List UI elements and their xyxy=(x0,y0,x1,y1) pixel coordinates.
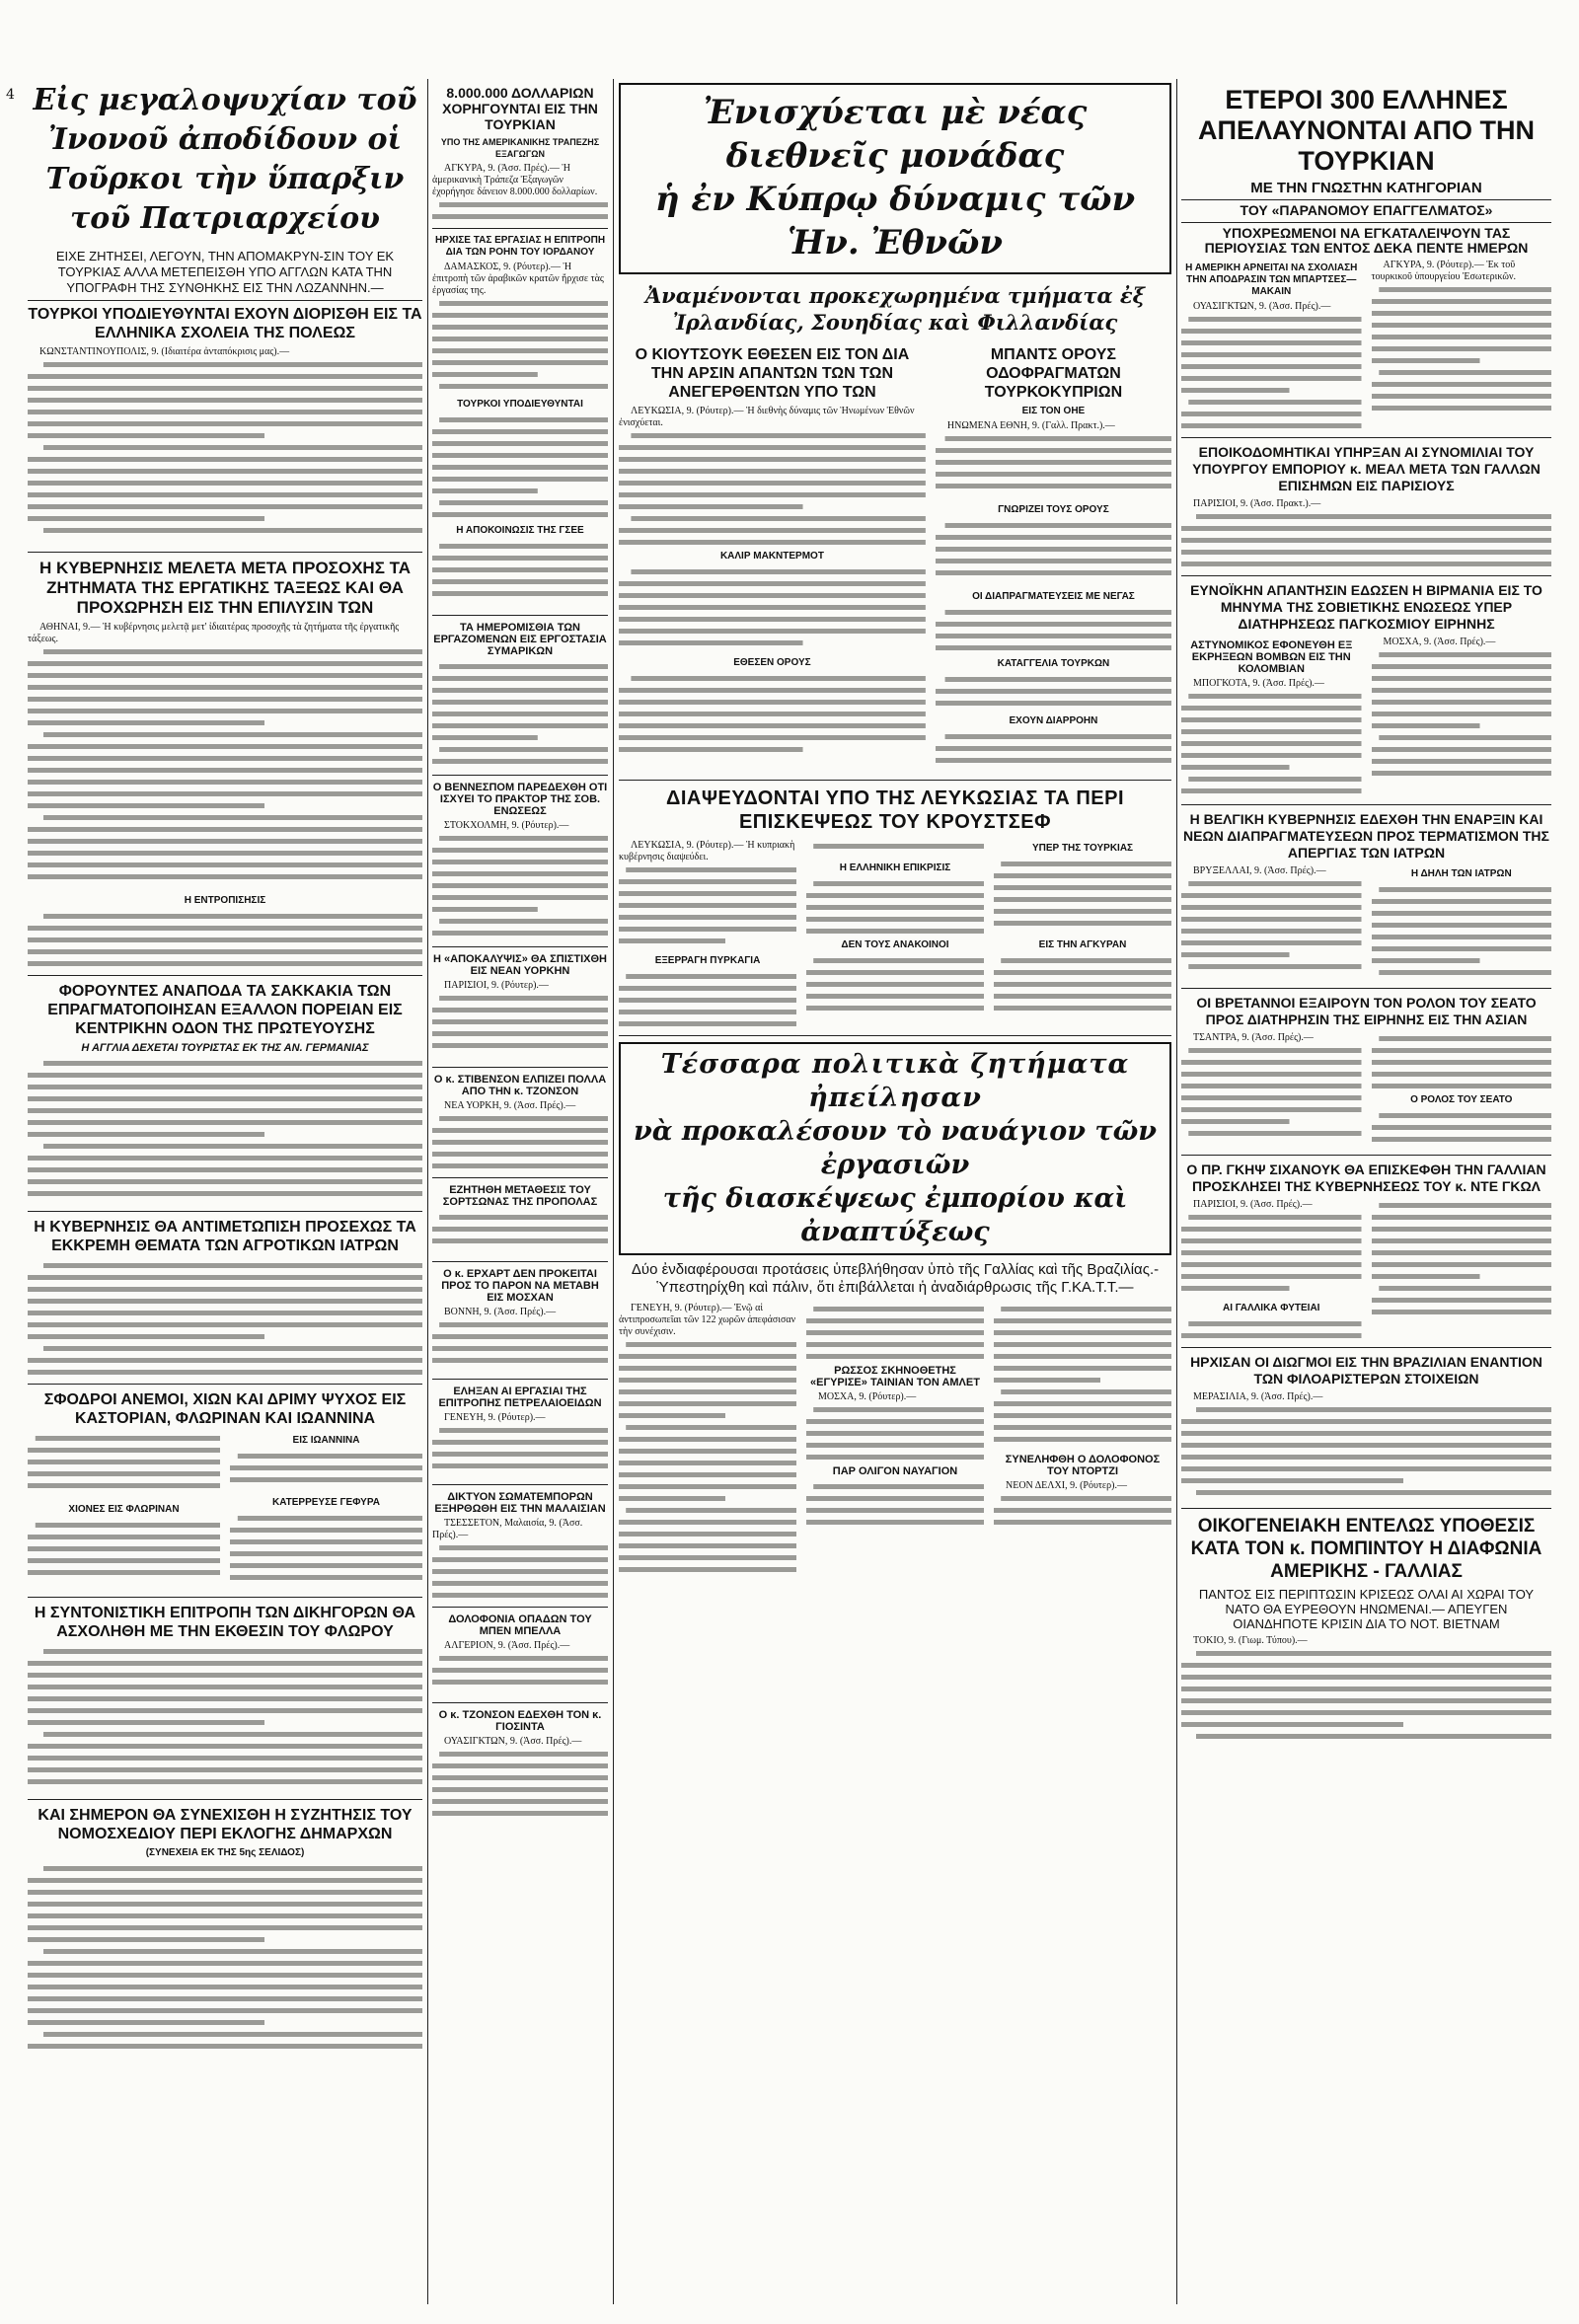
column-rule xyxy=(1176,79,1177,2304)
story-headline: Η ΚΥΒΕΡΝΗΣΙΣ ΜΕΛΕΤΑ ΜΕΤΑ ΠΡΟΣΟΧΗΣ ΤΑ ΖΗΤΗΜΑΤΑ ΤΗΣ ΕΡΓΑΤΙΚΗΣ ΤΑΞΕΩΣ ΚΑΙ ΘΑ ΠΡΟΧΩΡΗΣΗ ΕΙΣ ΤΗΝ ΕΠΙΛΥΣΙΝ ΤΩΝ xyxy=(38,559,412,617)
story-headline: ΦΟΡΟΥΝΤΕΣ ΑΝΑΠΟΔΑ ΤΑ ΣΑΚΚΑΚΙΑ ΤΩΝ ΕΠΡΑΓΜΑΤΟΠΟΙΗΣΑΝ ΕΞΑΛΛΟΝ ΠΟΡΕΙΑΝ ΕΙΣ ΚΕΝΤΡΙΚΗΝ ΟΔΟΝ ΤΗΣ ΠΡΩΤΕΥΟΥΣΗΣ xyxy=(47,983,403,1037)
story-headline: Ο κ. ΕΡΧΑΡΤ ΔΕΝ ΠΡΟΚΕΙΤΑΙ ΠΡΟΣ ΤΟ ΠΑΡΟΝ ΝΑ ΜΕΤΑΒΗ ΕΙΣ ΜΟΣΧΑΝ xyxy=(441,1268,599,1304)
article-body xyxy=(432,1112,608,1171)
column-rule xyxy=(613,79,614,2304)
story-subhead: ΥΠΟ ΤΗΣ ΑΜΕΡΙΚΑΝΙΚΗΣ ΤΡΑΠΕΖΗΣ ΕΞΑΓΩΓΩΝ xyxy=(440,137,600,159)
subsection-head: Ο ΡΟΛΟΣ ΤΟΥ ΣΕΑΤΟ xyxy=(1410,1094,1513,1105)
continuation-note: (ΣΥΝΕΧΕΙΑ ΕΚ ΤΗΣ 5ης ΣΕΛΙΔΟΣ) xyxy=(145,1847,305,1858)
story-headline: ΠΑΡ ΟΛΙΓΟΝ ΝΑΥΑΓΙΟΝ xyxy=(832,1465,958,1477)
dateline: ΝΕΑ ΥΟΡΚΗ, 9. (Ἀσσ. Πρές).— xyxy=(444,1100,576,1111)
dateline: ΤΟΚΙΟ, 9. (Γιωμ. Τύπου).— xyxy=(1193,1635,1308,1646)
story-headline: 8.000.000 ΔΟΛΛΑΡΙΩΝ ΧΟΡΗΓΟΥΝΤΑΙ ΕΙΣ ΤΗΝ ΤΟΥΡΚΙΑΝ xyxy=(442,85,598,132)
story-headline: Η ΚΥΒΕΡΝΗΣΙΣ ΘΑ ΑΝΤΙΜΕΤΩΠΙΣΗ ΠΡΟΣΕΧΩΣ ΤΑ ΕΚΚΡΕΜΗ ΘΕΜΑΤΑ ΤΩΝ ΑΓΡΟΤΙΚΩΝ ΙΑΤΡΩΝ xyxy=(34,1219,416,1254)
article-body xyxy=(432,660,608,769)
subsection-head: ΓΝΩΡΙΖΕΙ ΤΟΥΣ ΟΡΟΥΣ xyxy=(998,504,1109,515)
story-headline: Ο ΚΙΟΥΤΣΟΥΚ ΕΘΕΣΕΝ ΕΙΣ ΤΟΝ ΔΙΑ ΤΗΝ ΑΡΣΙΝ ΑΠΑΝΤΩΝ ΤΩΝ ΤΩΝ ΑΝΕΓΕΡΘΕΝΤΩΝ ΥΠΟ ΤΩΝ xyxy=(635,346,910,401)
dateline: ΜΕΡΑΣΙΛΙΑ, 9. (Ἀσσ. Πρές).— xyxy=(1193,1391,1323,1402)
dateline: ΠΑΡΙΣΙΟΙ, 9. (Ἀσσ. Πρακτ.).— xyxy=(1193,498,1321,509)
story-headline: ΔΟΛΟΦΟΝΙΑ ΟΠΑΔΩΝ ΤΟΥ ΜΠΕΝ ΜΠΕΛΛΑ xyxy=(448,1613,592,1637)
column-rule xyxy=(427,79,428,2304)
article-body xyxy=(28,1432,220,1501)
right-column xyxy=(1181,0,1551,2324)
dateline: ΒΡΥΞΕΛΛΑΙ, 9. (Ἀσσ. Πρές).— xyxy=(1193,865,1326,876)
article-body xyxy=(432,1211,608,1255)
margin-mark: 4 xyxy=(6,87,15,103)
subsection-head: Η ΑΠΟΚΟΙΝΩΣΙΣ ΤΗΣ ΓΣΕΕ xyxy=(456,525,584,536)
subsection-head: ΟΙ ΔΙΑΠΡΑΓΜΑΤΕΥΣΕΙΣ ΜΕ ΝΕΓΑΣ xyxy=(972,591,1135,602)
dateline: ΟΥΑΣΙΓΚΤΩΝ, 9. (Ἀσσ. Πρές).— xyxy=(1193,301,1331,312)
article-body xyxy=(432,540,608,609)
second-column xyxy=(432,0,608,2324)
dateline: ΝΕΟΝ ΔΕΛΧΙ, 9. (Ρόυτερ).— xyxy=(1006,1480,1127,1491)
story-headline: ΑΣΤΥΝΟΜΙΚΟΣ ΕΦΟΝΕΥΘΗ ΕΞ ΕΚΡΗΞΕΩΝ ΒΟΜΒΩΝ ΕΙΣ ΤΗΝ ΚΟΛΟΜΒΙΑΝ xyxy=(1190,639,1353,675)
article-body xyxy=(936,432,1171,501)
article-body xyxy=(1181,877,1362,976)
subsection-head: ΕΘΕΣΕΝ ΟΡΟΥΣ xyxy=(733,657,811,668)
story-headline: Η ΣΥΝΤΟΝΙΣΤΙΚΗ ΕΠΙΤΡΟΠΗ ΤΩΝ ΔΙΚΗΓΟΡΩΝ ΘΑ ΑΣΧΟΛΗΘΗ ΜΕ ΤΗΝ ΕΚΘΕΣΙΝ ΤΟΥ ΦΛΩΡΟΥ xyxy=(34,1605,416,1640)
center-section xyxy=(619,0,1171,2324)
lower-banner: τῆς διασκέψεως ἐμπορίου καὶ ἀναπτύξεως xyxy=(662,1183,1128,1247)
dateline: ΤΣΕΣΣΕΤΟΝ, Μαλαισία, 9. (Ἀσσ. Πρές).— xyxy=(432,1518,583,1540)
article-body xyxy=(1181,1403,1551,1502)
story-headline: ΚΑΙ ΣΗΜΕΡΟΝ ΘΑ ΣΥΝΕΧΙΣΘΗ Η ΣΥΖΗΤΗΣΙΣ ΤΟΥ ΝΟΜΟΣΧΕΔΙΟΥ ΠΕΡΙ ΕΚΛΟΓΗΣ ΔΗΜΑΡΧΩΝ xyxy=(38,1807,413,1842)
dateline: ΜΟΣΧΑ, 9. (Ἀσσ. Πρές).— xyxy=(1383,637,1496,647)
article-body xyxy=(432,1652,608,1696)
lower-banner: Τέσσαρα πολιτικὰ ζητήματα ἠπείλησαν xyxy=(660,1049,1130,1113)
article-body xyxy=(1372,1109,1552,1149)
article-body xyxy=(1372,1032,1552,1091)
article-body xyxy=(230,1450,422,1494)
story-headline: ΣΦΟΔΡΟΙ ΑΝΕΜΟΙ, ΧΙΩΝ ΚΑΙ ΔΡΙΜΥ ΨΥΧΟΣ ΕΙΣ ΚΑΣΤΟΡΙΑΝ, ΦΛΩΡΙΝΑΝ ΚΑΙ ΙΩΑΝΝΙΝΑ xyxy=(43,1391,407,1427)
subsection-head: ΑΙ ΓΑΛΛΙΚΑ ΦΥΤΕΙΑΙ xyxy=(1223,1303,1320,1313)
story-headline: ΕΖΗΤΗΘΗ ΜΕΤΑΘΕΣΙΣ ΤΟΥ ΣΟΡΤΣΩΝΑΣ ΤΗΣ ΠΡΟΠΟΛΑΣ xyxy=(442,1184,598,1208)
right-lead-headline: ΕΤΕΡΟΙ 300 ΕΛΛΗΝΕΣ ΑΠΕΛΑΥΝΟΝΤΑΙ ΑΠΟ ΤΗΝ ΤΟΥΡΚΙΑΝ xyxy=(1197,85,1536,176)
story-headline: Η «ΑΠΟΚΑΛΥΨΙΣ» ΘΑ ΣΠΙΣΤΙΧΘΗ ΕΙΣ ΝΕΑΝ ΥΟΡΚΗΝ xyxy=(433,953,607,977)
lead-headline: Εἰς μεγαλοψυχίαν τοῦ Ἰνονοῦ ἀποδίδουν οἱ Τοῦρκοι τὴν ὕπαρξιν τοῦ Πατριαρχείου xyxy=(33,83,417,236)
story-headline: Ο ΠΡ. ΓΚΗΨ ΣΙΧΑΝΟΥΚ ΘΑ ΕΠΙΣΚΕΦΘΗ ΤΗΝ ΓΑΛΛΙΑΝ ΠΡΟΣΚΛΗΣΕΙ ΤΗΣ ΚΥΒΕΡΝΗΣΕΩΣ ΤΟΥ κ. ΝΤΕ ΓΚΩΛ xyxy=(1186,1162,1546,1194)
right-lead-subhead: ΤΟΥ «ΠΑΡΑΝΟΜΟΥ ΕΠΑΓΓΕΛΜΑΤΟΣ» xyxy=(1181,199,1551,218)
article-body xyxy=(1372,883,1552,982)
article-body xyxy=(28,1519,220,1588)
article-body xyxy=(1181,510,1551,569)
article-body xyxy=(619,565,926,654)
article-body xyxy=(1372,1199,1552,1327)
lead-subhead: ΕΙΧΕ ΖΗΤΗΣΕΙ, ΛΕΓΟΥΝ, ΤΗΝ ΑΠΟΜΑΚΡΥΝ-ΣΙΝ ΤΟΥ ΕΚ ΤΟΥΡΚΙΑΣ ΑΛΛΑ ΜΕΤΕΠΕΙΣΘΗ ΥΠΟ ΑΓΓΛΩΝ ΚΑΤΑ ΤΗΝ ΥΠΟΓΡΑΦΗ ΤΗΣ ΣΥΝΘΗΚΗΣ ΕΙΣ ΤΗΝ ΛΩΖΑΝΝΗΝ.— xyxy=(55,249,395,295)
story-headline: ΗΡΧΙΣΑΝ ΟΙ ΔΙΩΓΜΟΙ ΕΙΣ ΤΗΝ ΒΡΑΖΙΛΙΑΝ ΕΝΑΝΤΙΟΝ ΤΩΝ ΦΙΛΟΑΡΙΣΤΕΡΩΝ ΣΤΟΙΧΕΙΩΝ xyxy=(1190,1354,1542,1387)
article-body xyxy=(230,1512,422,1591)
subsection-head: ΥΠΕΡ ΤΗΣ ΤΟΥΡΚΙΑΣ xyxy=(1031,843,1134,854)
lower-subhead: Δύο ἐνδιαφέρουσαι προτάσεις ὑπεβλήθησαν ὑπὸ τῆς Γαλλίας καὶ τῆς Βραζιλίας.- Ὑπεστηρίχθη καὶ πάλιν, ὅτι ἐπιβάλλεται ἡ ἀναδιάρθρωσις τῆς Γ.ΚΑ.Τ.Τ.— xyxy=(631,1261,1160,1296)
story-headline: ΕΛΗΞΑΝ ΑΙ ΕΡΓΑΣΙΑΙ ΤΗΣ ΕΠΙΤΡΟΠΗΣ ΠΕΤΡΕΛΑΙΟΕΙΔΩΝ xyxy=(438,1386,602,1409)
story-headline: ΣΥΝΕΛΗΦΘΗ Ο ΔΟΛΟΦΟΝΟΣ ΤΟΥ ΝΤΟΡΤΖΙ xyxy=(1005,1454,1161,1477)
story-headline: ΤΑ ΗΜΕΡΟΜΙΣΘΙΑ ΤΩΝ ΕΡΓΑΖΟΜΕΝΩΝ ΕΙΣ ΕΡΓΟΣΤΑΣΙΑ ΣΥΜΑΡΙΚΩΝ xyxy=(433,622,607,657)
article-body xyxy=(936,519,1171,588)
story-headline: Ο κ. ΣΤΙΒΕΝΣΟΝ ΕΛΠΙΖΕΙ ΠΟΛΛΑ ΑΠΟ ΤΗΝ κ. ΤΖΟΝΣΟΝ xyxy=(433,1074,607,1097)
left-column xyxy=(28,0,422,2324)
dateline: ΤΣΑΝΤΡΑ, 9. (Ἀσσ. Πρές).— xyxy=(1193,1032,1314,1043)
story-headline: ΕΥΝΟΪΚΗΝ ΑΠΑΝΤΗΣΙΝ ΕΔΩΣΕΝ Η ΒΙΡΜΑΝΙΑ ΕΙΣ ΤΟ ΜΗΝΥΜΑ ΤΗΣ ΣΟΒΙΕΤΙΚΗΣ ΕΝΩΣΕΩΣ ΥΠΕΡ ΔΙΑΤΗΡΗΣΕΩΣ ΠΑΓΚΟΣΜΙΟΥ ΕΙΡΗΝΗΣ xyxy=(1190,582,1542,632)
article-body xyxy=(28,645,422,892)
mid-headline: ΔΙΑΨΕΥΔΟΝΤΑΙ ΥΠΟ ΤΗΣ ΛΕΥΚΩΣΙΑΣ ΤΑ ΠΕΡΙ ΕΠΙΣΚΕΨΕΩΣ ΤΟΥ ΚΡΟΥΣΤΣΕΦ xyxy=(665,787,1125,833)
dateline: ΔΑΜΑΣΚΟΣ, 9. (Ρόυτερ).— Ἡ ἐπιτροπὴ τῶν ἀραβικῶν κρατῶν ἤρχισε τὰς ἐργασίας της. xyxy=(432,262,604,296)
subsection-head: Η ΕΛΛΗΝΙΚΗ ΕΠΙΚΡΙΣΙΣ xyxy=(839,862,951,873)
story-headline: ΡΩΣΣΟΣ ΣΚΗΝΟΘΕΤΗΣ «ΕΓΥΡΙΣΕ» ΤΑΙΝΙΑΝ ΤΟΝ ΑΜΛΕΤ xyxy=(810,1365,980,1388)
article-body xyxy=(619,429,926,548)
subsection-head: ΕΙΣ ΤΗΝ ΑΓΚΥΡΑΝ xyxy=(1038,939,1127,950)
right-lead-subhead: ΜΕ ΤΗΝ ΓΝΩΣΤΗΝ ΚΑΤΗΓΟΡΙΑΝ xyxy=(1250,180,1482,196)
article-body xyxy=(432,1424,608,1478)
article-body xyxy=(936,730,1171,770)
article-body xyxy=(432,1318,608,1373)
article-body xyxy=(1181,1044,1362,1143)
article-body xyxy=(619,672,926,761)
article-body xyxy=(619,863,796,952)
article-body xyxy=(994,954,1171,1013)
subsection-head: Η ΕΝΤΡΟΠΙΣΗΣΙΣ xyxy=(184,895,266,906)
article-body xyxy=(1181,1647,1551,1746)
article-body xyxy=(806,1480,984,1530)
article-body xyxy=(432,198,608,222)
article-body xyxy=(28,1259,422,1378)
article-body xyxy=(1181,690,1362,798)
story-headline: Ο κ. ΤΖΟΝΣΟΝ ΕΔΕΧΘΗ ΤΟΝ κ. ΓΙΟΣΙΝΤΑ xyxy=(438,1709,602,1733)
article-body xyxy=(1372,283,1552,421)
subsection-head: ΧΙΟΝΕΣ ΕΙΣ ΦΛΩΡΙΝΑΝ xyxy=(68,1504,180,1515)
article-body xyxy=(806,1303,984,1362)
subsection-head: Η ΔΗΛΗ ΤΩΝ ΙΑΤΡΩΝ xyxy=(1410,868,1512,879)
article-body xyxy=(806,1403,984,1462)
article-body xyxy=(28,1645,422,1793)
dateline: ΒΟΝΝΗ, 9. (Ἀσσ. Πρές).— xyxy=(444,1307,557,1317)
story-headline: ΜΠΑΝΤΣ ΟΡΟΥΣ ΟΔΟΦΡΑΓΜΑΤΩΝ ΤΟΥΡΚΟΚΥΠΡΙΩΝ xyxy=(984,346,1123,401)
story-headline: ΗΡΧΙΣΕ ΤΑΣ ΕΡΓΑΣΙΑΣ Η ΕΠΙΤΡΟΠΗ ΔΙΑ ΤΩΝ ΡΟΗΝ ΤΟΥ ΙΟΡΔΑΝΟΥ xyxy=(434,235,606,258)
article-body xyxy=(619,970,796,1029)
banner-subhead: Ἀναμένονται προκεχωρημένα τμήματα ἐξ Ἰρλανδίας, Σουηδίας καὶ Φιλλανδίας xyxy=(644,283,1146,335)
subsection-head: Η ΑΜΕΡΙΚΗ ΑΡΝΕΙΤΑΙ ΝΑ ΣΧΟΛΙΑΣΗ ΤΗΝ ΑΠΟΔΡΑΣΙΝ ΤΩΝ ΜΠΑΡΤΣΕΣ—ΜΑΚΑΙΝ xyxy=(1185,262,1358,297)
second-subhead: ΤΟΥΡΚΟΙ ΥΠΟΔΙΕΥΘΥΝΤΑΙ ΕΧΟΥΝ ΔΙΟΡΙΣΘΗ ΕΙΣ ΤΑ ΕΛΛΗΝΙΚΑ ΣΧΟΛΕΙΑ ΤΗΣ ΠΟΛΕΩΣ xyxy=(28,300,422,342)
article-body xyxy=(1181,313,1362,431)
article-body xyxy=(1181,1317,1362,1341)
story-headline: ΟΙ ΒΡΕΤΑΝΝΟΙ ΕΞΑΙΡΟΥΝ ΤΟΝ ΡΟΛΟΝ ΤΟΥ ΣΕΑΤΟ ΠΡΟΣ ΔΙΑΤΗΡΗΣΙΝ ΤΗΣ ΕΙΡΗΝΗΣ ΕΙΣ ΤΗΝ ΑΣΙΑΝ xyxy=(1196,995,1537,1027)
article-body xyxy=(994,858,1171,937)
article-body xyxy=(936,606,1171,655)
article-body xyxy=(994,1303,1171,1451)
story-headline: Ο ΒΕΝΝΕΣΠΟΜ ΠΑΡΕΔΕΧΘΗ ΟΤΙ ΙΣΧΥΕΙ ΤΟ ΠΡΑΚΤΟΡ ΤΗΣ ΣΟΒ. ΕΝΩΣΕΩΣ xyxy=(432,782,608,817)
lower-banner: νὰ προκαλέσουν τὸ ναυάγιον τῶν ἐργασιῶν xyxy=(633,1116,1158,1180)
article-body xyxy=(432,1541,608,1601)
subsection-head: ΕΧΟΥΝ ΔΙΑΡΡΟΗΝ xyxy=(1009,715,1098,726)
article-body xyxy=(806,954,984,1013)
dateline: ΑΛΓΕΡΙΟΝ, 9. (Ἀσσ. Πρές).— xyxy=(444,1640,570,1651)
subsection-head: ΚΑΤΑΓΓΕΛΙΑ ΤΟΥΡΚΩΝ xyxy=(997,658,1110,669)
article-body xyxy=(432,1748,608,1827)
dateline: ΠΑΡΙΣΙΟΙ, 9. (Ρόυτερ).— xyxy=(444,980,549,991)
article-body xyxy=(28,1862,422,2060)
story-subhead: ΠΑΝΤΟΣ ΕΙΣ ΠΕΡΙΠΤΩΣΙΝ ΚΡΙΣΕΩΣ ΟΛΑΙ ΑΙ ΧΩΡΑΙ ΤΟΥ ΝΑΤΟ ΘΑ ΕΥΡΕΘΟΥΝ ΗΝΩΜΕΝΑΙ.— ΑΠΕΥΓΕΝ ΟΙΑΝΔΗΠΟΤΕ ΚΡΙΣΙΝ ΔΙΑ ΤΟ ΝΟΤ. ΒΙΕΤΝΑΜ xyxy=(1198,1587,1535,1631)
dateline: ΜΠΟΓΚΟΤΑ, 9. (Ἀσσ. Πρές).— xyxy=(1193,678,1324,689)
article-body xyxy=(936,673,1171,712)
subsection-head: ΔΕΝ ΤΟΥΣ ΑΝΑΚΟΙΝΟΙ xyxy=(841,939,949,950)
banner-headline: Ἐνισχύεται μὲ νέας διεθνεῖς μονάδας xyxy=(703,93,1088,176)
article-body xyxy=(1181,1211,1362,1300)
dateline: ΚΩΝΣΤΑΝΤΙΝΟΥΠΟΛΙΣ, 9. (Ιδιαιτέρα ἀνταπόκρισις μας).— xyxy=(39,346,290,357)
article-body xyxy=(806,877,984,937)
article-body xyxy=(432,832,608,940)
subsection-head: ΚΑΤΕΡΡΕΥΣΕ ΓΕΦΥΡΑ xyxy=(272,1497,380,1508)
story-headline: Η ΒΕΛΓΙΚΗ ΚΥΒΕΡΝΗΣΙΣ ΕΔΕΧΘΗ ΤΗΝ ΕΝΑΡΞΙΝ ΚΑΙ ΝΕΩΝ ΔΙΑΠΡΑΓΜΑΤΕΥΣΕΩΝ ΠΡΟΣ ΤΕΡΜΑΤΙΣΜΟΝ ΤΗΣ ΑΠΕΡΓΙΑΣ ΤΩΝ ΙΑΤΡΩΝ xyxy=(1183,811,1549,861)
dateline: ΓΕΝΕΥΗ, 9. (Ρόυτερ).— xyxy=(444,1412,546,1423)
story-headline: ΔΙΚΤΥΟΝ ΣΩΜΑΤΕΜΠΟΡΩΝ ΕΞΗΡΘΩΘΗ ΕΙΣ ΤΗΝ ΜΑΛΑΙΣΙΑΝ xyxy=(434,1491,606,1515)
subsection-head: ΕΙΣ ΙΩΑΝΝΙΝΑ xyxy=(292,1435,360,1446)
dateline: ΛΕΥΚΩΣΙΑ, 9. (Ρόυτερ).— Ἡ κυπριακὴ κυβέρνησις διαψεύδει. xyxy=(619,840,795,862)
banner-headline: ἡ ἐν Κύπρῳ δύναμις τῶν Ἡν. Ἐθνῶν xyxy=(654,180,1136,262)
article-body xyxy=(432,992,608,1061)
subsection-head: ΚΑΛΙΡ ΜΑΚΝΤΕΡΜΟΤ xyxy=(719,551,824,562)
story-subhead: Η ΑΓΓΛΙΑ ΔΕΧΕΤΑΙ ΤΟΥΡΙΣΤΑΣ ΕΚ ΤΗΣ ΑΝ. ΓΕΡΜΑΝΙΑΣ xyxy=(81,1042,369,1054)
article-body xyxy=(28,910,422,969)
dateline: ΑΘΗΝΑΙ, 9.— Ἡ κυβέρνησις μελετᾷ μετ' ἰδιαιτέρας προσοχῆς τὰ ζητήματα τῆς ἐργατικῆς τάξεως. xyxy=(28,622,400,644)
article-body xyxy=(432,297,608,396)
story-headline: ΕΠΟΙΚΟΔΟΜΗΤΙΚΑΙ ΥΠΗΡΞΑΝ ΑΙ ΣΥΝΟΜΙΛΙΑΙ ΤΟΥ ΥΠΟΥΡΓΟΥ ΕΜΠΟΡΙΟΥ κ. ΜΕΑΛ ΜΕΤΑ ΤΩΝ ΓΑΛΛΩΝ ΕΠΙΣΗΜΩΝ ΕΙΣ ΠΑΡΙΣΙΟΥΣ xyxy=(1192,444,1541,493)
article-body xyxy=(994,1492,1171,1532)
subsection-head: ΕΞΕΡΡΑΓΗ ΠΥΡΚΑΓΙΑ xyxy=(654,955,761,966)
dateline: ΜΟΣΧΑ, 9. (Ρόυτερ).— xyxy=(818,1391,917,1402)
dateline: ΗΝΩΜΕΝΑ ΕΘΝΗ, 9. (Γαλλ. Πρακτ.).— xyxy=(946,420,1115,431)
right-lead-subhead: ΥΠΟΧΡΕΩΜΕΝΟΙ ΝΑ ΕΓΚΑΤΑΛΕΙΨΟΥΝ ΤΑΣ ΠΕΡΙΟΥΣΙΑΣ ΤΩΝ ΕΝΤΟΣ ΔΕΚΑ ΠΕΝΤΕ ΗΜΕΡΩΝ xyxy=(1181,222,1551,256)
article-body xyxy=(1372,648,1552,787)
dateline: ΠΑΡΙΣΙΟΙ, 9. (Ἀσσ. Πρές).— xyxy=(1193,1199,1313,1210)
subsection-head: ΤΟΥΡΚΟΙ ΥΠΟΔΙΕΥΘΥΝΤΑΙ xyxy=(457,399,583,410)
dateline: ΣΤΟΚΧΟΛΜΗ, 9. (Ρόυτερ).— xyxy=(444,820,569,831)
article-body xyxy=(806,840,984,860)
article-body xyxy=(28,358,422,546)
dateline: ΑΓΚΥΡΑ, 9. (Ἀσσ. Πρές).— Ἡ ἀμερικανικὴ Τράπεζα Ἐξαγωγῶν ἐχορήγησε δάνειον 8.000.000 δολλαρίων. xyxy=(432,163,598,197)
story-headline: ΟΙΚΟΓΕΝΕΙΑΚΗ ΕΝΤΕΛΩΣ ΥΠΟΘΕΣΙΣ ΚΑΤΑ ΤΟΝ κ. ΠΟΜΠΙΝΤΟΥ Η ΔΙΑΦΩΝΙΑ ΑΜΕΡΙΚΗΣ - ΓΑΛΛΙΑΣ xyxy=(1190,1516,1542,1582)
dateline: ΑΓΚΥΡΑ, 9. (Ρόυτερ).— Ἐκ τοῦ τουρκικοῦ ὑπουργείου Ἐσωτερικῶν. xyxy=(1371,260,1516,282)
story-subhead: ΕΙΣ ΤΟΝ ΟΗΕ xyxy=(1021,406,1086,416)
article-body xyxy=(619,1338,796,1585)
dateline: ΛΕΥΚΩΣΙΑ, 9. (Ρόυτερ).— Ἡ διεθνὴς δύναμις τῶν Ἡνωμένων Ἐθνῶν ἐνισχύεται. xyxy=(619,406,915,428)
dateline: ΓΕΝΕΥΗ, 9. (Ρόυτερ).— Ἐνῷ αἱ ἀντιπροσωπεῖαι τῶν 122 χωρῶν ἀπεφάσισαν τὴν συνέχισιν. xyxy=(619,1303,796,1337)
article-body xyxy=(432,413,608,522)
article-body xyxy=(28,1057,422,1205)
dateline: ΟΥΑΣΙΓΚΤΩΝ, 9. (Ἀσσ. Πρές).— xyxy=(444,1736,582,1747)
